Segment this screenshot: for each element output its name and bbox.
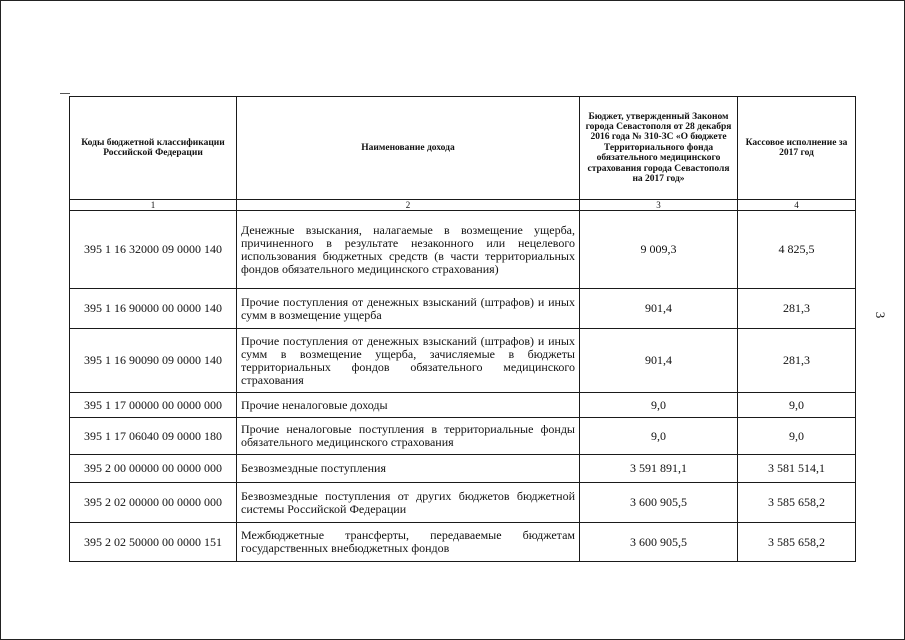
row-execution: 3 581 514,1 <box>738 455 856 483</box>
header-code: Коды бюджетной классификации Российской Федерации <box>70 97 237 200</box>
column-number: 3 <box>580 200 738 211</box>
row-name: Межбюджетные трансферты, передаваемые бюджетам государственных внебюджетных фондов <box>237 523 580 562</box>
revenue-table <box>69 96 856 562</box>
header-budget: Бюджет, утвержденный Законом города Севастополя от 28 декабря 2016 года № 310-ЗС «О бюджете Территориального фонда обязательного медицинского страхования города Севастополя на 2017 год» <box>580 97 738 200</box>
row-code: 395 2 00 00000 00 0000 000 <box>70 455 237 483</box>
row-name: Денежные взыскания, налагаемые в возмещение ущерба, причиненного в результате незаконного или нецелевого использования бюджетных средств (в части территориальных фондов обязательного медицинского страхования) <box>237 211 580 289</box>
page-number: 3 <box>873 311 888 319</box>
table-row <box>70 211 856 289</box>
row-code: 395 1 17 00000 00 0000 000 <box>70 393 237 418</box>
table-header-row <box>70 97 856 200</box>
table-row <box>70 329 856 393</box>
row-budget: 3 600 905,5 <box>580 523 738 562</box>
row-name: Прочие поступления от денежных взысканий (штрафов) и иных сумм в возмещение ущерба, зачисляемые в бюджеты территориальных фондов обязательного медицинского страхования <box>237 329 580 393</box>
row-budget: 3 591 891,1 <box>580 455 738 483</box>
row-execution: 9,0 <box>738 418 856 455</box>
row-code: 395 1 16 90090 09 0000 140 <box>70 329 237 393</box>
table-row <box>70 418 856 455</box>
row-code: 395 1 16 90000 00 0000 140 <box>70 289 237 329</box>
table-row <box>70 523 856 562</box>
row-code: 395 1 17 06040 09 0000 180 <box>70 418 237 455</box>
row-execution: 281,3 <box>738 329 856 393</box>
row-execution: 281,3 <box>738 289 856 329</box>
row-name: Безвозмездные поступления от других бюджетов бюджетной системы Российской Федерации <box>237 483 580 523</box>
table-row <box>70 393 856 418</box>
row-budget: 3 600 905,5 <box>580 483 738 523</box>
row-code: 395 1 16 32000 09 0000 140 <box>70 211 237 289</box>
row-code: 395 2 02 50000 00 0000 151 <box>70 523 237 562</box>
table-row <box>70 289 856 329</box>
row-budget: 901,4 <box>580 289 738 329</box>
row-name: Безвозмездные поступления <box>237 455 580 483</box>
row-budget: 9 009,3 <box>580 211 738 289</box>
margin-mark <box>60 93 70 94</box>
column-number: 4 <box>738 200 856 211</box>
table-row <box>70 483 856 523</box>
header-name: Наименование дохода <box>237 97 580 200</box>
row-budget: 9,0 <box>580 393 738 418</box>
row-execution: 3 585 658,2 <box>738 523 856 562</box>
column-number: 1 <box>70 200 237 211</box>
row-budget: 901,4 <box>580 329 738 393</box>
row-execution: 3 585 658,2 <box>738 483 856 523</box>
column-number: 2 <box>237 200 580 211</box>
row-budget: 9,0 <box>580 418 738 455</box>
row-execution: 4 825,5 <box>738 211 856 289</box>
table-row <box>70 455 856 483</box>
row-name: Прочие поступления от денежных взысканий (штрафов) и иных сумм в возмещение ущерба <box>237 289 580 329</box>
column-number-row <box>70 200 856 211</box>
row-name: Прочие неналоговые поступления в территориальные фонды обязательного медицинского страхования <box>237 418 580 455</box>
row-code: 395 2 02 00000 00 0000 000 <box>70 483 237 523</box>
row-name: Прочие неналоговые доходы <box>237 393 580 418</box>
row-execution: 9,0 <box>738 393 856 418</box>
header-execution: Кассовое исполнение за 2017 год <box>738 97 856 200</box>
